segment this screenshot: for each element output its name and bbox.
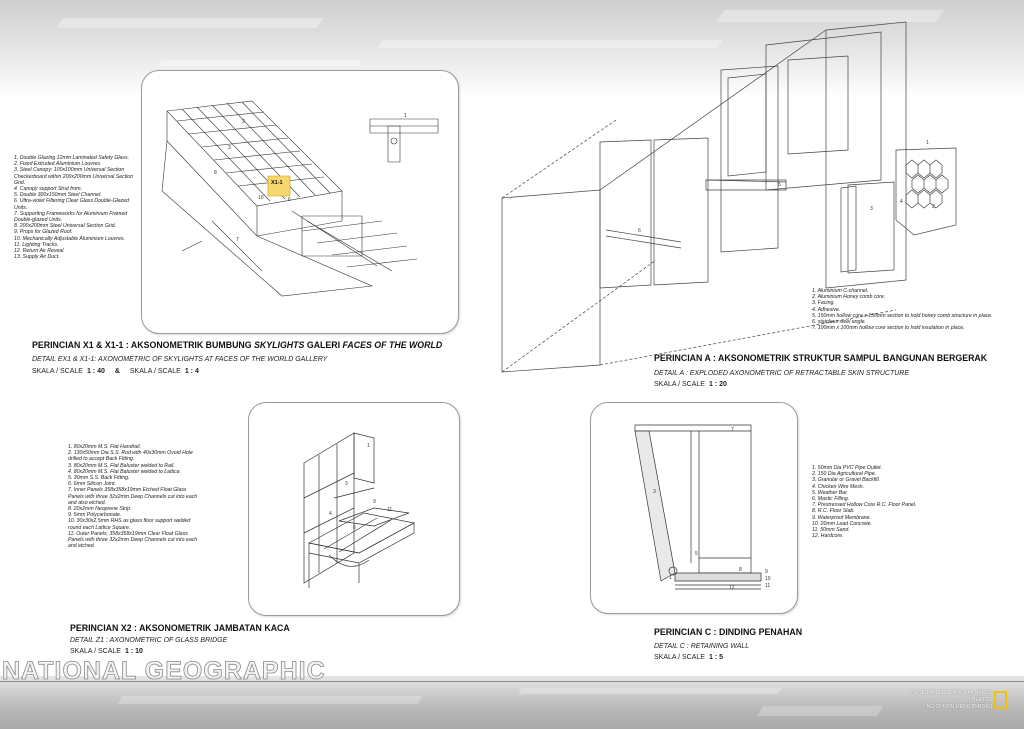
svg-text:3: 3 <box>345 481 348 487</box>
retaining-wall-subtitle: DETAIL C : RETAINING WALL <box>654 643 750 650</box>
note-item: 6. Ultra-violet Filtering Clear Glass Double-Glazed Units. <box>14 198 130 211</box>
svg-text:5: 5 <box>778 182 781 188</box>
skin-structure-notes-list <box>812 288 1002 331</box>
brand-wordmark: NATIONAL GEOGRAPHIC <box>2 657 326 685</box>
note-item: 3. 80x20mm M.S. Flat Baluster welded to Rail. <box>68 462 175 469</box>
svg-text:2: 2 <box>242 119 245 125</box>
x1-1-callout-highlight <box>268 176 290 196</box>
note-item: 4. 80x20mm M.S. Flat Baluster welded to Lattice. <box>68 468 182 475</box>
glass-bridge-drawing-card <box>248 402 460 616</box>
svg-text:9: 9 <box>373 499 376 505</box>
svg-text:12: 12 <box>729 585 735 591</box>
note-item: 4. Chicken Wire Mesh. <box>812 483 865 490</box>
note-item: 10. Mechanically Adjustable Aluminium Louvres. <box>14 235 125 242</box>
svg-text:5: 5 <box>695 551 698 557</box>
note-item: 6. Mastic Filling. <box>812 496 850 503</box>
skin-structure-subtitle: DETAIL A : EXPLODED AXONOMETRIC OF RETRACTABLE SKIN STRUCTURE <box>654 370 910 377</box>
sheet-number: SHEET 02 <box>968 697 992 703</box>
skylight-detail-title: PERINCIAN X1 & X1-1 : AKSONOMETRIK BUMBUNG SKYLIGHTS GALERI FACES OF THE WORLD <box>32 340 443 350</box>
svg-text:8: 8 <box>739 567 742 573</box>
retaining-wall-scale-row: SKALA / SCALE 1 : 5 <box>654 654 723 661</box>
note-item: 4. Canopy support Strut from. <box>14 186 83 193</box>
svg-text:11: 11 <box>387 507 393 513</box>
skylight-scale-row: SKALA / SCALE 1 : 40 & SKALA / SCALE 1 : 4 <box>32 368 199 375</box>
note-item: 9. Props for Glazed Roof. <box>14 229 73 236</box>
svg-text:10: 10 <box>258 195 264 201</box>
note-item: 13. Supply Air Duct. <box>14 254 60 261</box>
svg-text:11: 11 <box>765 583 771 589</box>
note-item: 5. 30mm S.S. Back Fitting. <box>68 475 130 482</box>
skin-structure-scale-row: SKALA / SCALE 1 : 20 <box>654 381 727 388</box>
svg-text:4: 4 <box>900 199 903 205</box>
skylight-drawing-card <box>141 70 459 334</box>
x1-1-callout-label: X1-1 <box>271 180 283 186</box>
note-item: 8. R.C. Floor Slab. <box>812 508 855 515</box>
skin-structure-title: PERINCIAN A : AKSONOMETRIK STRUKTUR SAMPUL BANGUNAN BERGERAK <box>654 353 988 363</box>
svg-text:6: 6 <box>638 228 641 234</box>
note-item: 6. stainless steel angle. <box>812 319 866 326</box>
note-item: 5. Weather Bar. <box>812 489 849 496</box>
glass-bridge-title: PERINCIAN X2 : AKSONOMETRIK JAMBATAN KACA <box>70 623 290 633</box>
svg-text:6: 6 <box>353 525 356 531</box>
glass-bridge-notes-list <box>68 444 200 549</box>
note-item: 10. 20mm Lead Concrete. <box>812 520 872 527</box>
note-item: 7. Inner Panels 358x358x19mm Etched Float Glass Panels with three 32x2mm Deep Channels cut into each and also etched. <box>68 487 198 506</box>
svg-text:1: 1 <box>404 113 407 119</box>
sheet-credits <box>908 690 992 711</box>
skylight-detail-subtitle: DETAIL EX1 & X1-1: AXONOMETRIC OF SKYLIGHTS AT FACES OF THE WORLD GALLERY <box>32 356 328 363</box>
glass-bridge-scale-row: SKALA / SCALE 1 : 10 <box>70 648 143 655</box>
author-name: NG CHOON MENG [PATRIK] <box>926 704 992 710</box>
svg-text:7: 7 <box>236 237 239 243</box>
note-item: 5. Double 300x150mm Steel Channel. <box>14 192 102 199</box>
svg-text:3: 3 <box>870 206 873 212</box>
retaining-wall-drawing-card <box>590 402 798 614</box>
retaining-wall-title: PERINCIAN C : DINDING PENAHAN <box>654 627 803 637</box>
skylight-notes-list <box>14 155 142 260</box>
svg-text:10: 10 <box>765 576 771 582</box>
note-item: 2. Aluminium Honey comb core. <box>812 294 886 301</box>
note-item: 3. Steel Canopy: 100x100mm Universal Section Checkerboard within 200x200mm Universal Section Grid. <box>14 167 134 186</box>
svg-text:3: 3 <box>653 489 656 495</box>
yellow-border-logo-icon <box>994 691 1007 709</box>
skylight-axonometric-drawing <box>142 71 458 333</box>
svg-text:2: 2 <box>932 204 935 210</box>
note-item: 6. 6mm Silicon Joint. <box>68 481 116 488</box>
note-item: 7. Supporting Frameworks for Aluminium Framed Double-glazed Units. <box>14 210 128 224</box>
note-item: 7. Prestressed Hollow Core R.C. Floor Panel. <box>812 502 917 509</box>
note-item: 3. Granular or Gravel Backfill. <box>812 477 881 484</box>
note-item: 1. 80x20mm M.S. Flat Handrail. <box>68 444 141 450</box>
note-item: 11. Lighting Tracks. <box>14 241 59 248</box>
note-item: 12. Hardcore. <box>812 533 844 540</box>
note-item: 8. 200x200mm Steel Universal Section Grid. <box>14 223 117 230</box>
note-item: 1. Double Glazing 12mm Laminated Safety Glass. <box>14 155 130 161</box>
svg-text:7: 7 <box>731 427 734 433</box>
svg-text:3: 3 <box>228 145 231 151</box>
note-item: 9. 5mm Polycarbonate. <box>68 512 122 519</box>
note-item: 3. Facing. <box>812 300 835 307</box>
svg-text:4: 4 <box>329 511 332 517</box>
svg-text:8: 8 <box>214 170 217 176</box>
glass-bridge-axonometric-drawing <box>249 403 459 615</box>
svg-text:6: 6 <box>288 197 291 203</box>
svg-text:1: 1 <box>669 575 672 581</box>
note-item: 11. Outer Panels; 358x358x19mm Clear Float Glass Panels with three 32x2mm Deep Channels cut into each and etched. <box>68 530 198 550</box>
note-item: 5. 150mm hollow core x 150mm section to hold honey comb structure in place. <box>812 312 993 319</box>
svg-text:9: 9 <box>765 569 768 575</box>
note-item: 12. Return Air Reveal. <box>14 248 65 255</box>
note-item: 2. Fixed Extruded Aluminium Louvres. <box>14 161 102 168</box>
glass-bridge-subtitle: DETAIL Z1 : AXONOMETRIC OF GLASS BRIDGE <box>70 637 228 644</box>
note-item: 7. 100mm x 100mm hollow core section to hold insulation in place. <box>812 325 965 332</box>
note-item: 2. 130x50mm Dia S.S. Rod with 40x30mm Ovoid Hole drilled to accept Back Fitting. <box>68 450 193 463</box>
note-item: 1. Aluminium C-channel. <box>812 288 869 294</box>
note-item: 11. 50mm Sand. <box>812 527 850 534</box>
retaining-wall-notes-list <box>812 465 952 539</box>
note-item: 1. 50mm Dia PVC Pipe Outlet. <box>812 465 883 471</box>
retaining-wall-section-drawing <box>591 403 797 613</box>
note-item: 4. Adhesive. <box>812 306 841 313</box>
note-item: 8. 20x2mm Neoprene Strip. <box>68 506 132 513</box>
project-name: THE URBAN EDUCATIONAL NEXUS <box>908 690 992 696</box>
svg-text:1: 1 <box>926 140 929 146</box>
note-item: 9. Waterproof Membrane. <box>812 514 872 521</box>
note-item: 2. 150 Dia Agricultural Pipe. <box>812 471 877 478</box>
note-item: 10. 30x30x2.5mm RHS as glass floor support welded round each Lattice Square. <box>68 518 191 531</box>
svg-text:1: 1 <box>367 443 370 449</box>
